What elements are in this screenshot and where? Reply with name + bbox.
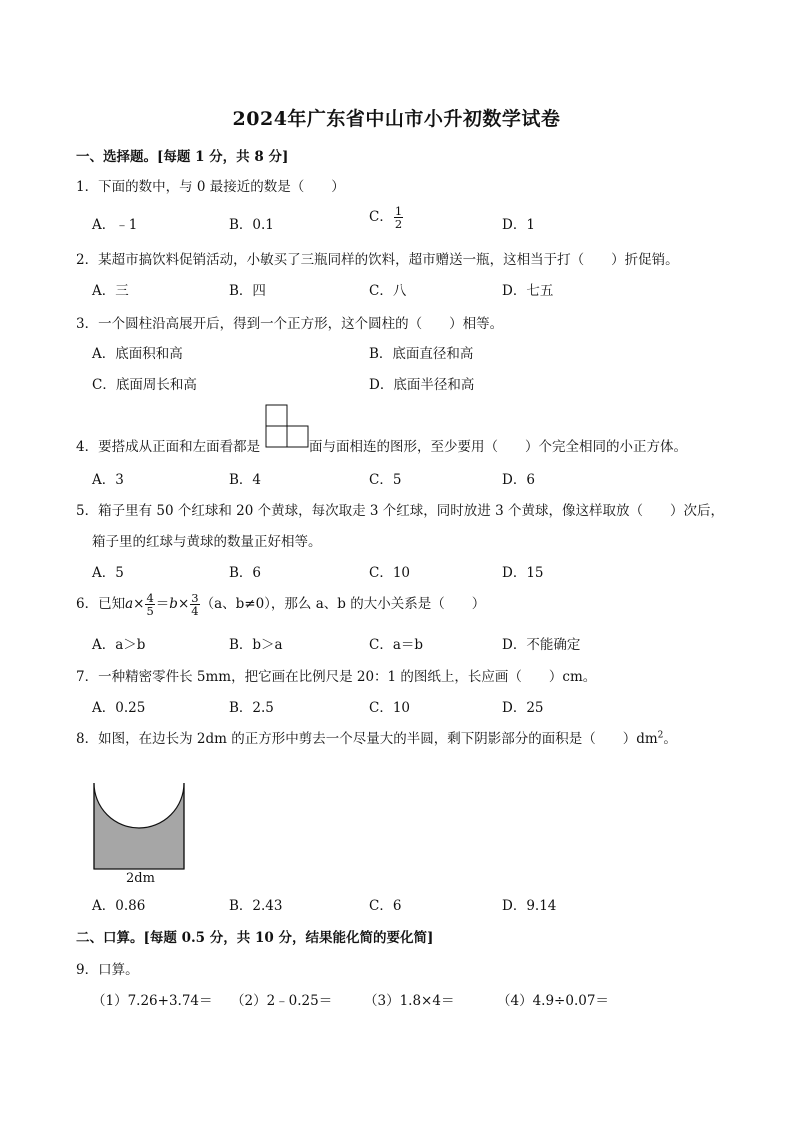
fraction-denominator: 2	[394, 217, 403, 231]
var-b: b	[169, 596, 178, 612]
times-sign: ×	[133, 596, 145, 612]
times-sign: ×	[177, 596, 190, 612]
q1-option-b: B．0.1	[229, 217, 274, 233]
q1-option-d: D．1	[502, 217, 535, 233]
q5-option-b: B．6	[229, 565, 262, 581]
question-5-line-1: 5．箱子里有 50 个红球和 20 个黄球，每次取走 3 个红球，同时放进 3 个黄球，像这样取放（ ）次后，	[76, 503, 724, 519]
question-5-line-2: 箱子里的红球与黄球的数量正好相等。	[92, 534, 322, 550]
q5-option-d: D．15	[502, 565, 544, 581]
fraction-denominator: 4	[191, 604, 199, 618]
q3-option-c: C．底面周长和高	[92, 377, 197, 393]
q5-option-c: C．10	[369, 565, 411, 581]
fraction-denominator: 5	[146, 604, 154, 618]
q3-option-b: B．底面直径和高	[369, 346, 474, 362]
question-6	[76, 592, 485, 617]
q6-suffix: （a、b≠0），那么 a、b 的大小关系是（ ）	[200, 596, 486, 612]
q8-end: 。	[663, 731, 677, 747]
q4-option-c: C．5	[369, 472, 402, 488]
fraction-four-fifths	[145, 592, 154, 617]
equals-sign: ＝	[155, 596, 170, 612]
fraction-half	[394, 205, 403, 230]
q7-option-b: B．2.5	[229, 700, 274, 716]
fraction-numerator: 1	[394, 204, 403, 218]
cube-bottom-right-square	[287, 426, 308, 447]
q7-option-d: D．25	[502, 700, 544, 716]
q8-text: 8．如图，在边长为 2dm 的正方形中剪去一个尽量大的半圆，剩下阴影部分的面积是（ ）dm	[76, 731, 658, 747]
q8-option-b: B．2.43	[229, 898, 283, 914]
figure-label: 2dm	[126, 871, 155, 886]
q6-option-c: C．a＝b	[369, 637, 424, 653]
q7-option-a: A．0.25	[92, 700, 146, 716]
fraction-numerator: 4	[146, 591, 154, 605]
q2-option-a: A．三	[92, 283, 129, 299]
q8-option-d: D．9.14	[502, 898, 557, 914]
q2-option-c: C．八	[369, 283, 407, 299]
fraction-numerator: 3	[191, 591, 199, 605]
q1-option-a: A．﹣1	[92, 217, 138, 233]
q6-option-b: B．b＞a	[229, 637, 283, 653]
cube-view-figure	[265, 404, 309, 448]
question-8	[76, 727, 677, 747]
q2-option-d: D．七五	[502, 283, 554, 299]
semicircle-square-figure	[92, 781, 186, 871]
q6-option-d: D．不能确定	[502, 637, 581, 653]
q8-option-c: C．6	[369, 898, 402, 914]
q3-option-a: A．底面积和高	[92, 346, 183, 362]
q9-item-4: （4）4.9÷0.07＝	[497, 993, 609, 1009]
q4-option-d: D．6	[502, 472, 535, 488]
cube-top-square	[266, 405, 287, 426]
section-1-heading: 一、选择题。[每题 1 分，共 8 分]	[76, 149, 289, 165]
q6-prefix: 6．已知	[76, 596, 126, 612]
q9-item-2: （2）2﹣0.25＝	[231, 993, 333, 1009]
cube-bottom-left-square	[266, 426, 287, 447]
q9-item-1: （1）7.26+3.74＝	[92, 993, 213, 1009]
question-1: 1．下面的数中，与 0 最接近的数是（ ）	[76, 179, 345, 195]
q9-item-3: （3）1.8×4＝	[364, 993, 455, 1009]
q7-option-c: C．10	[369, 700, 411, 716]
section-2-heading: 二、口算。[每题 0.5 分，共 10 分，结果能化简的要化简]	[76, 930, 434, 946]
question-9: 9．口算。	[76, 962, 139, 978]
q1-option-c	[369, 205, 404, 230]
q4-option-a: A．3	[92, 472, 124, 488]
q5-option-a: A．5	[92, 565, 124, 581]
q1-option-c-prefix: C．	[369, 209, 393, 225]
question-3: 3．一个圆柱沿高展开后，得到一个正方形，这个圆柱的（ ）相等。	[76, 316, 504, 332]
fraction-three-fourths	[190, 592, 199, 617]
var-a: a	[125, 596, 134, 612]
q3-option-d: D．底面半径和高	[369, 377, 475, 393]
q8-option-a: A．0.86	[92, 898, 146, 914]
page-title: 2024年广东省中山市小升初数学试卷	[232, 108, 561, 130]
q6-option-a: A．a＞b	[92, 637, 146, 653]
question-4-part-b: 面与面相连的图形，至少要用（ ）个完全相同的小正方体。	[309, 439, 687, 455]
q2-option-b: B．四	[229, 283, 266, 299]
question-4-part-a: 4．要搭成从正面和左面看都是	[76, 439, 261, 455]
q4-option-b: B．4	[229, 472, 262, 488]
superscript-2: 2	[657, 730, 664, 741]
question-7: 7．一种精密零件长 5mm，把它画在比例尺是 20：1 的图纸上，长应画（ ）cm。	[76, 669, 597, 685]
question-2: 2．某超市搞饮料促销活动，小敏买了三瓶同样的饮料，超市赠送一瓶，这相当于打（ ）折促销。	[76, 252, 679, 268]
shaded-region	[94, 783, 184, 869]
